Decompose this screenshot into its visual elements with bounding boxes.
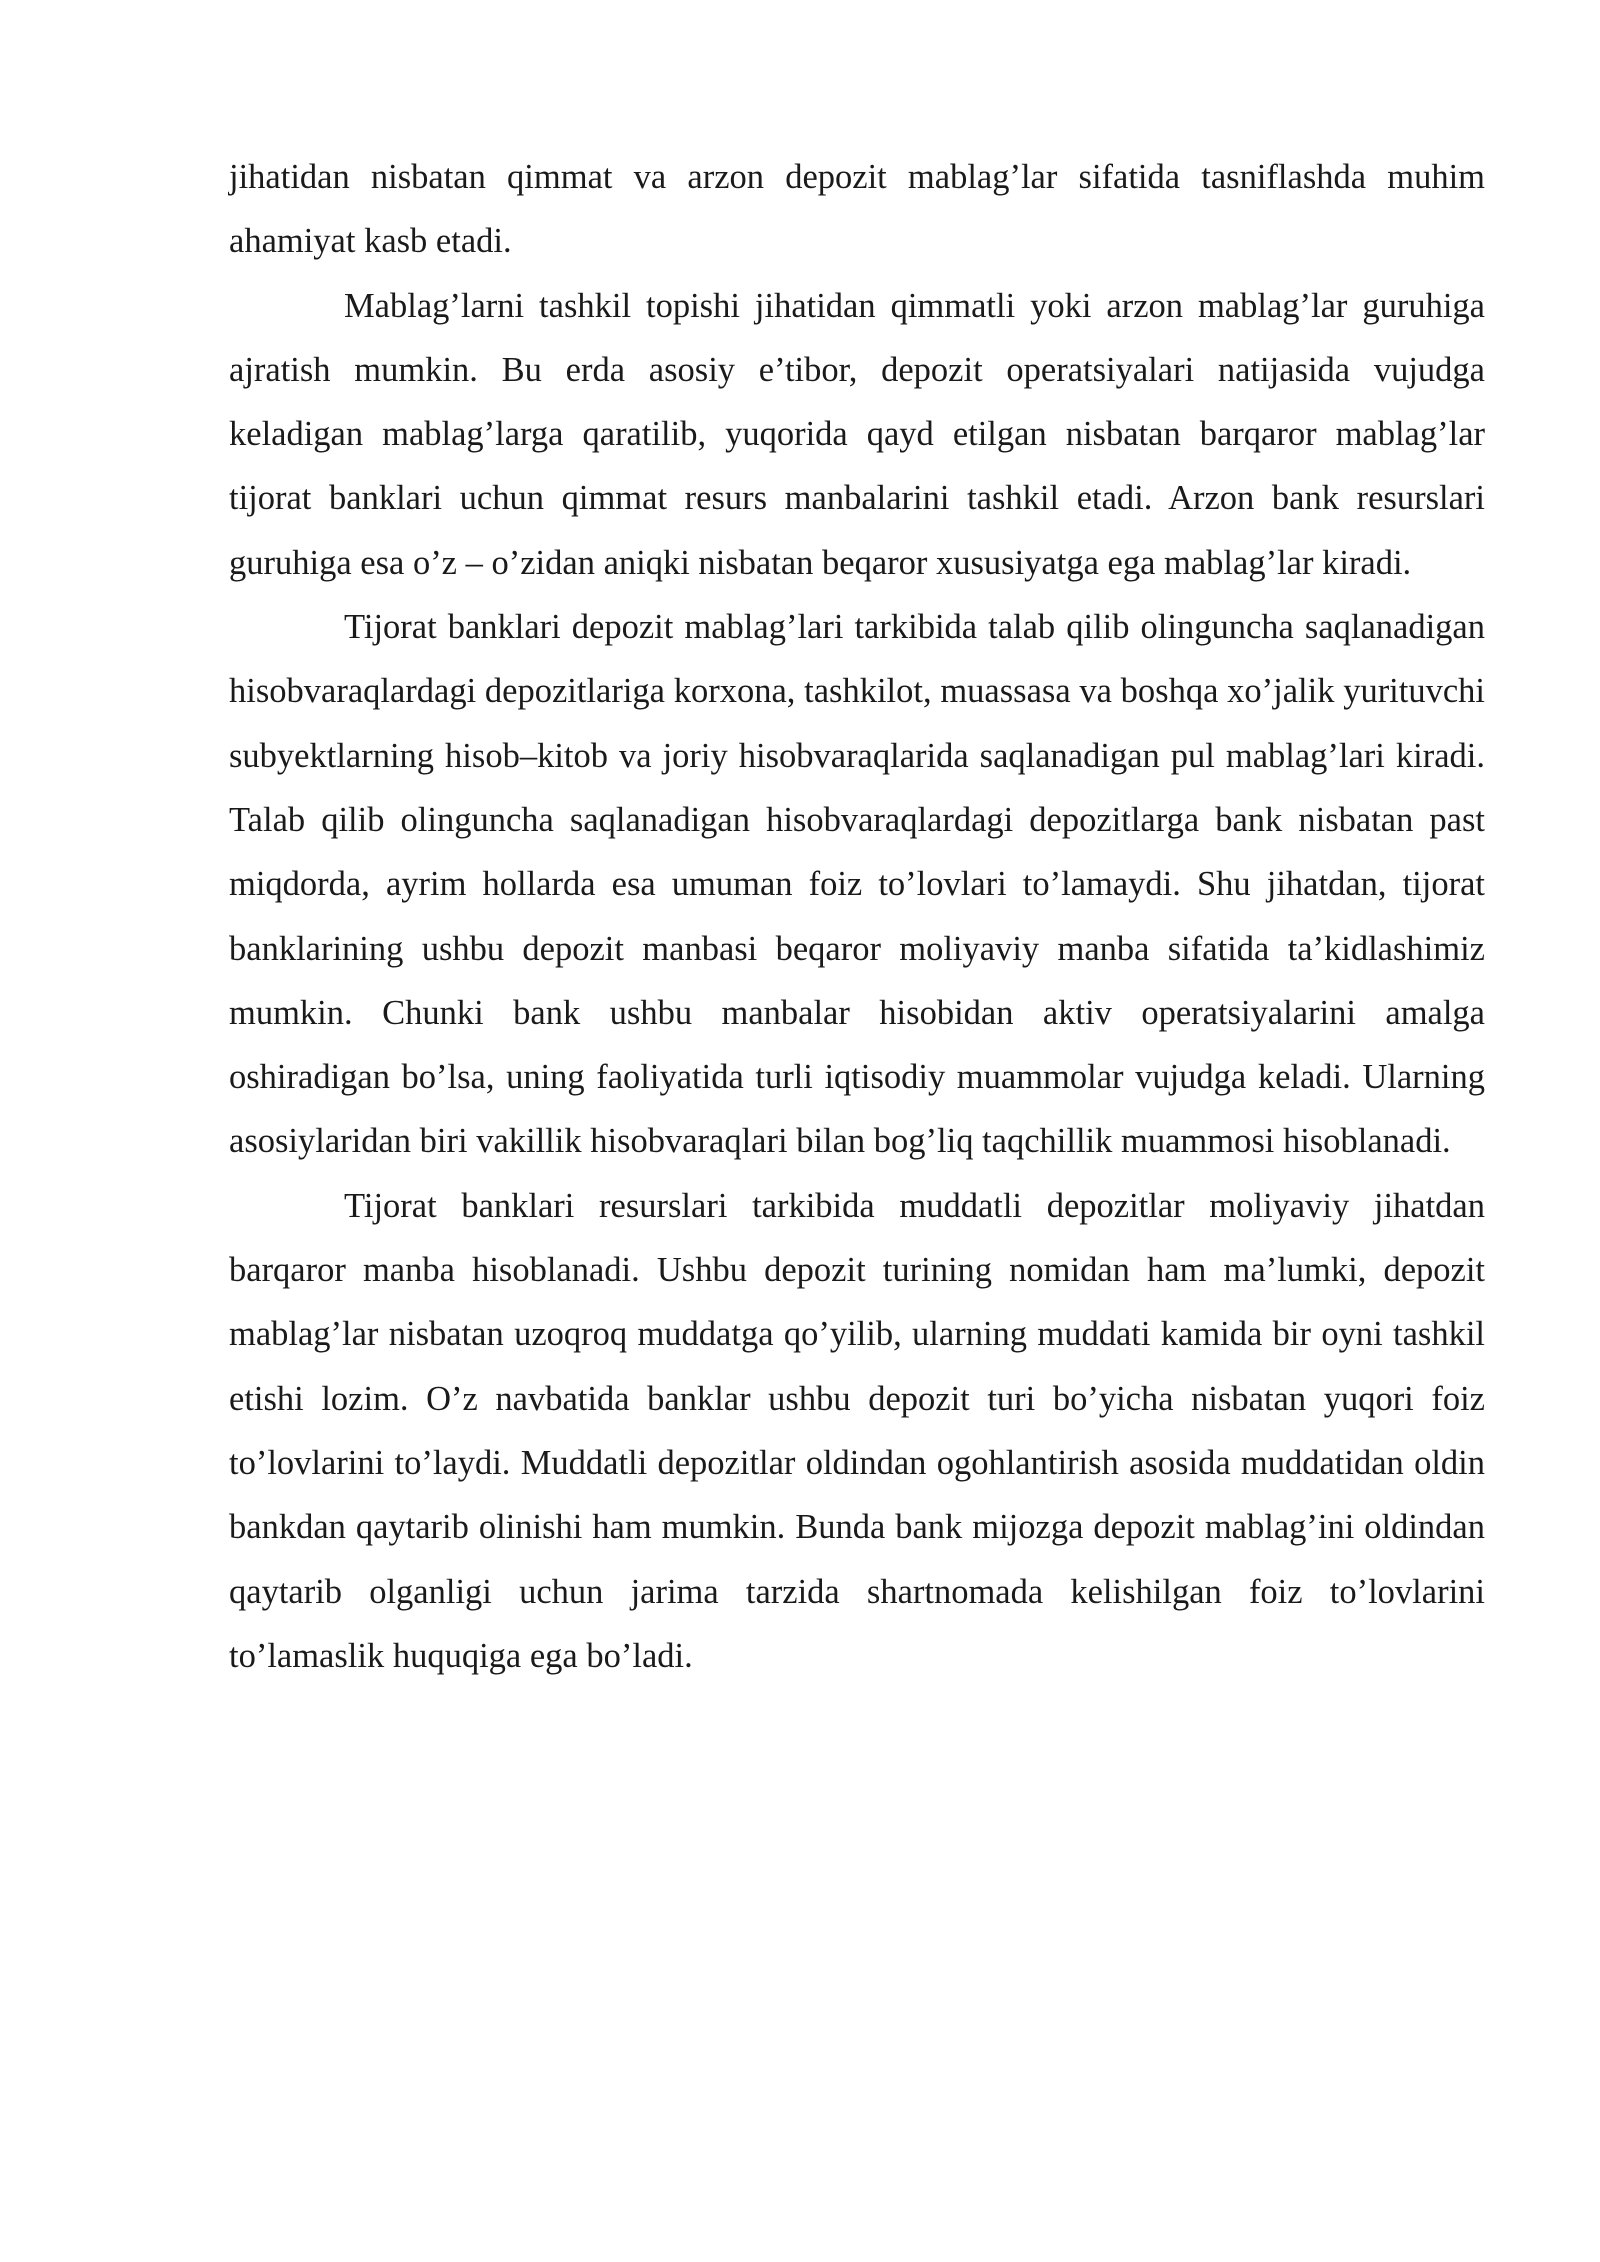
- paragraph-4: Tijorat banklari resurslari tarkibida muddatli depozitlar moliyaviy jihatdan barqaror manba hisoblanadi. Ushbu depozit turining nomidan ham ma’lumki, depozit mablag’lar nisbatan uzoqroq muddatga qo’yilib, ularning muddati kamida bir oyni tashkil etishi lozim. O’z navbatida banklar ushbu depozit turi bo’yicha nisbatan yuqori foiz to’lovlarini to’laydi. Muddatli depozitlar oldindan ogohlantirish asosida muddatidan oldin bankdan qaytarib olinishi ham mumkin. Bunda bank mijozga depozit mablag’ini oldindan qaytarib olganligi uchun jarima tarzida shartnomada kelishilgan foiz to’lovlarini to’lamaslik huquqiga ega bo’ladi.: [229, 1186, 1485, 1675]
- paragraph-3: Tijorat banklari depozit mablag’lari tarkibida talab qilib olinguncha saqlanadigan hisobvaraqlardagi depozitlariga korxona, tashkilot, muassasa va boshqa xo’jalik yurituvchi subyektlarning hisob–kitob va joriy hisobvaraqlarida saqlanadigan pul mablag’lari kiradi. Talab qilib olinguncha saqlanadigan hisobvaraqlardagi depozitlarga bank nisbatan past miqdorda, ayrim hollarda esa umuman foiz to’lovlari to’lamaydi. Shu jihatdan, tijorat banklarining ushbu depozit manbasi beqaror moliyaviy manba sifatida ta’kidlashimiz mumkin. Chunki bank ushbu manbalar hisobidan aktiv operatsiyalarini amalga oshiradigan bo’lsa, uning faoliyatida turli iqtisodiy muammolar vujudga keladi. Ularning asosiylaridan biri vakillik hisobvaraqlari bilan bog’liq taqchillik muammosi hisoblanadi.: [229, 608, 1485, 1161]
- paragraph-1: jihatidan nisbatan qimmat va arzon depozit mablag’lar sifatida tasniflashda muhim ahamiyat kasb etadi.: [229, 158, 1485, 261]
- document-body: [229, 145, 1485, 1688]
- paragraph-2: Mablag’larni tashkil topishi jihatidan qimmatli yoki arzon mablag’lar guruhiga ajratish mumkin. Bu erda asosiy e’tibor, depozit operatsiyalari natijasida vujudga keladigan mablag’larga qaratilib, yuqorida qayd etilgan nisbatan barqaror mablag’lar tijorat banklari uchun qimmat resurs manbalarini tashkil etadi. Arzon bank resurslari guruhiga esa o’z – o’zidan aniqki nisbatan beqaror xususiyatga ega mablag’lar kiradi.: [229, 286, 1485, 582]
